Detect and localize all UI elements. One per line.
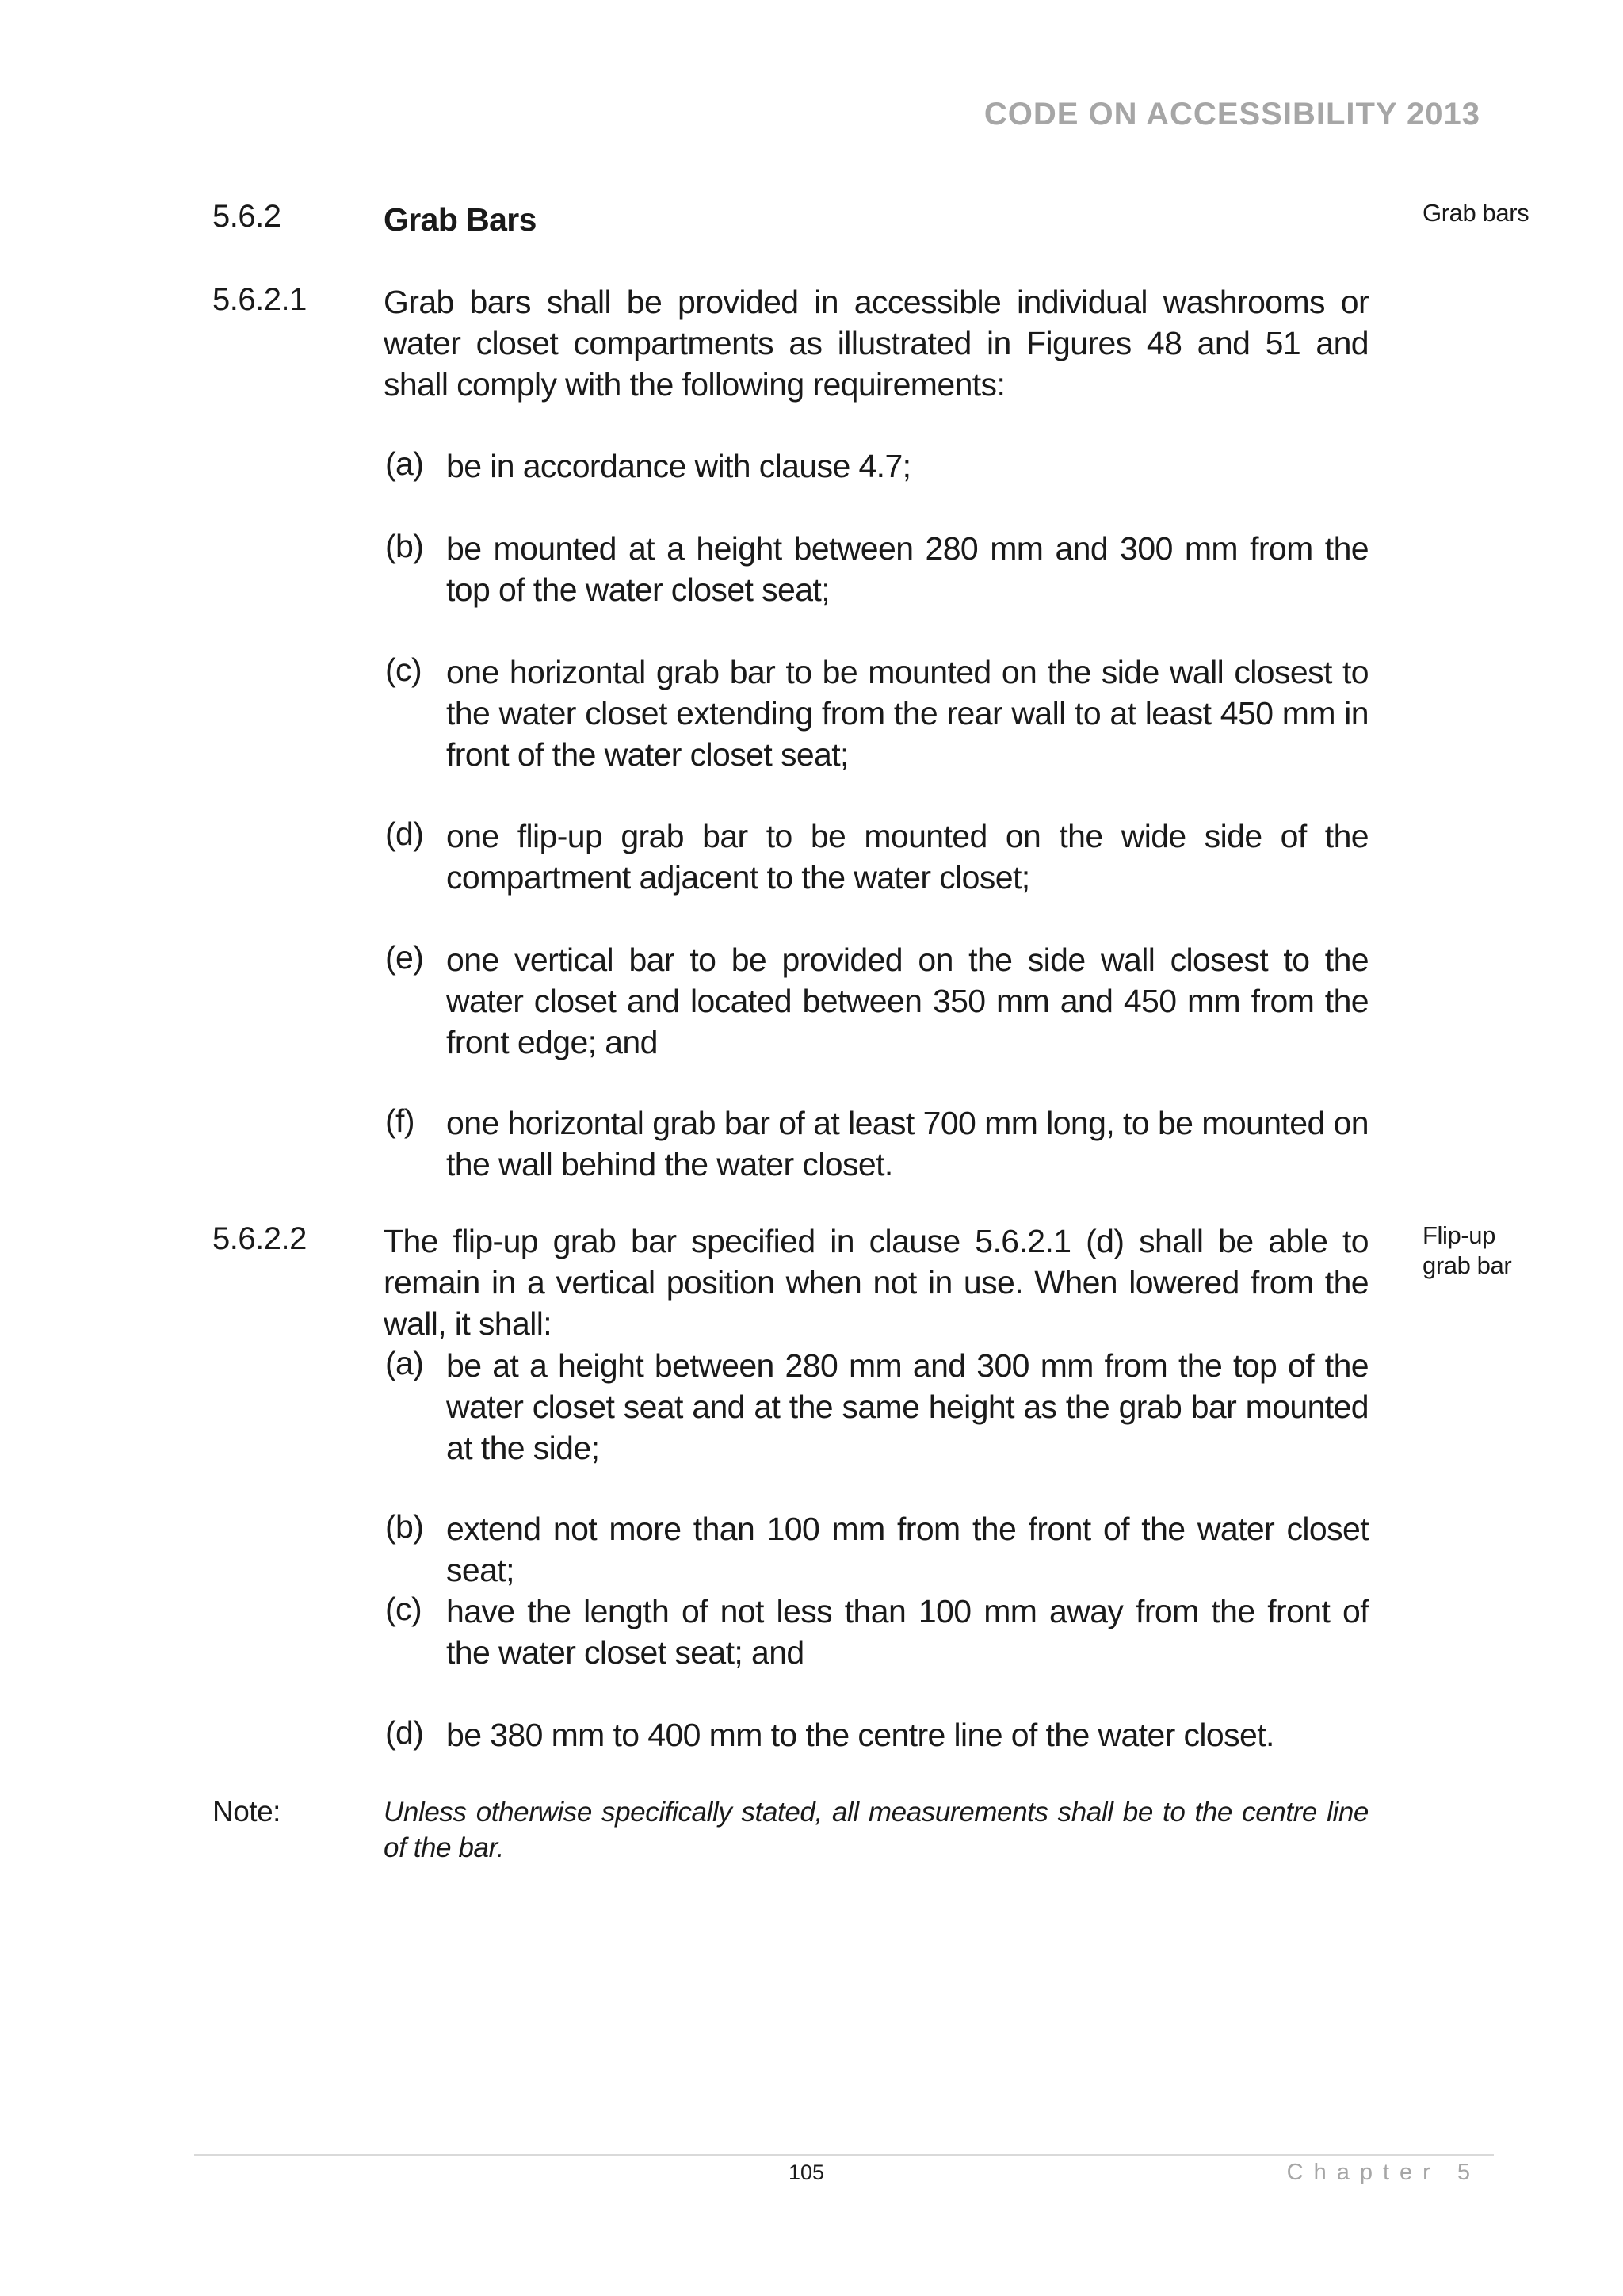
list-item-text: be at a height between 280 mm and 300 mm from the top of the water closet seat and at the same height as the grab bar mounted at the side; bbox=[446, 1347, 1369, 1466]
note-label: Note: bbox=[212, 1795, 281, 1828]
list-item-label: (e) bbox=[385, 939, 424, 976]
margin-note-grab-bars: Grab bars bbox=[1423, 199, 1529, 227]
list-item-text: extend not more than 100 mm from the front of the water closet seat; bbox=[446, 1511, 1369, 1588]
page-number: 105 bbox=[789, 2160, 825, 2184]
list-item-text: be 380 mm to 400 mm to the centre line of the water closet. bbox=[446, 1717, 1274, 1753]
list-item-text: be mounted at a height between 280 mm and 300 mm from the top of the water closet seat; bbox=[446, 530, 1369, 608]
footer-divider bbox=[194, 2154, 1494, 2156]
chapter-label: Chapter 5 bbox=[1286, 2160, 1480, 2185]
list-item-label: (a) bbox=[385, 445, 424, 482]
list-item-label: (b) bbox=[385, 1508, 424, 1545]
list-item-text: one vertical bar to be provided on the side wall closest to the water closet and located between 350 mm and 450 mm from the front edge; and bbox=[446, 942, 1369, 1060]
clause-number: 5.6.2.2 bbox=[212, 1221, 307, 1256]
list-item-text: one horizontal grab bar of at least 700 mm long, to be mounted on the wall behind the water closet. bbox=[446, 1105, 1369, 1182]
margin-note-flip-up-grab-bar: Flip-up grab bar bbox=[1423, 1221, 1512, 1279]
note-text: Unless otherwise specifically stated, all measurements shall be to the centre line of the bar. bbox=[384, 1797, 1369, 1863]
list-item-label: (c) bbox=[385, 1591, 422, 1627]
list-item-label: (c) bbox=[385, 651, 422, 688]
clause-text: Grab bars shall be provided in accessible individual washrooms or water closet compartments as illustrated in Figures 48 and 51 and shall comply with the following requirements: bbox=[384, 284, 1369, 403]
list-item-text: be in accordance with clause 4.7; bbox=[446, 448, 911, 484]
clause-number: 5.6.2.1 bbox=[212, 282, 307, 317]
list-item-label: (b) bbox=[385, 528, 424, 564]
section-heading: Grab Bars bbox=[384, 201, 537, 238]
list-item-label: (d) bbox=[385, 816, 424, 852]
list-item-label: (f) bbox=[385, 1102, 414, 1139]
list-item-label: (d) bbox=[385, 1714, 424, 1751]
list-item-text: one horizontal grab bar to be mounted on the side wall closest to the water closet extending from the rear wall to at least 450 mm in front of the water closet seat; bbox=[446, 654, 1369, 773]
clause-text: The flip-up grab bar specified in clause 5.6.2.1 (d) shall be able to remain in a vertical position when not in use. When lowered from the wall, it shall: bbox=[384, 1223, 1369, 1342]
list-item-text: one flip-up grab bar to be mounted on the wide side of the compartment adjacent to the water closet; bbox=[446, 818, 1369, 896]
list-item-text: have the length of not less than 100 mm away from the front of the water closet seat; and bbox=[446, 1593, 1369, 1671]
document-header-title: CODE ON ACCESSIBILITY 2013 bbox=[983, 97, 1480, 132]
list-item-label: (a) bbox=[385, 1345, 424, 1381]
section-number: 5.6.2 bbox=[212, 199, 281, 234]
